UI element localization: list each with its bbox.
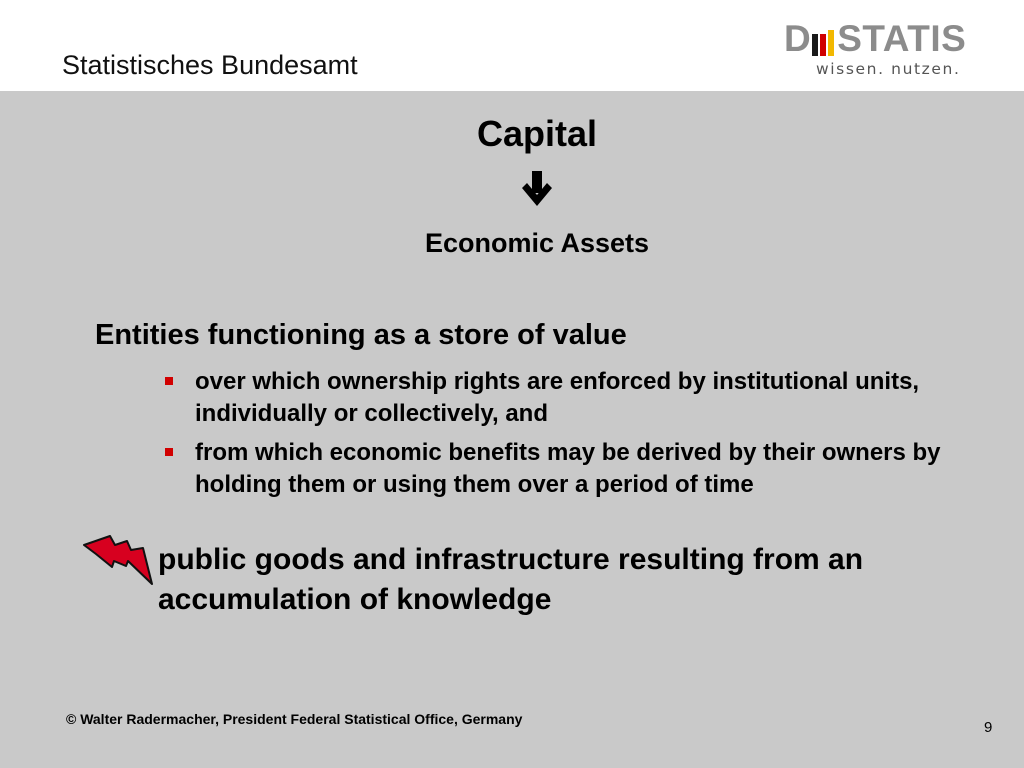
square-bullet-icon <box>165 377 173 385</box>
logo-wordmark <box>784 18 967 59</box>
header-bar <box>0 0 1024 91</box>
bullet-item <box>163 437 983 501</box>
definition-heading: Entities functioning as a store of value <box>95 319 627 351</box>
bullet-text: from which economic benefits may be derived by their owners by holding them or using them over a period of time <box>195 439 941 498</box>
bullet-text: over which ownership rights are enforced by institutional units, individually or collectively, and <box>195 368 920 427</box>
footer-copyright: © Walter Radermacher, President Federal Statistical Office, Germany <box>66 711 523 727</box>
page-number: 9 <box>984 719 993 736</box>
lightning-icon <box>82 534 154 588</box>
logo-bars-icon <box>812 25 836 56</box>
header-title: Statistisches Bundesamt <box>62 50 358 80</box>
square-bullet-icon <box>165 448 173 456</box>
slide-subtitle: Economic Assets <box>424 228 650 258</box>
bullet-list <box>163 366 983 508</box>
bullet-item <box>163 366 983 430</box>
arrow-down-icon <box>521 171 553 209</box>
logo-tagline: wissen. nutzen. <box>816 60 961 78</box>
slide-title: Capital <box>476 113 598 154</box>
destatis-logo <box>784 18 994 82</box>
logo-letter-d: D <box>784 18 812 59</box>
note-text: public goods and infrastructure resulting from an accumulation of knowledge <box>158 543 864 616</box>
logo-letters-statis: STATIS <box>837 18 967 59</box>
